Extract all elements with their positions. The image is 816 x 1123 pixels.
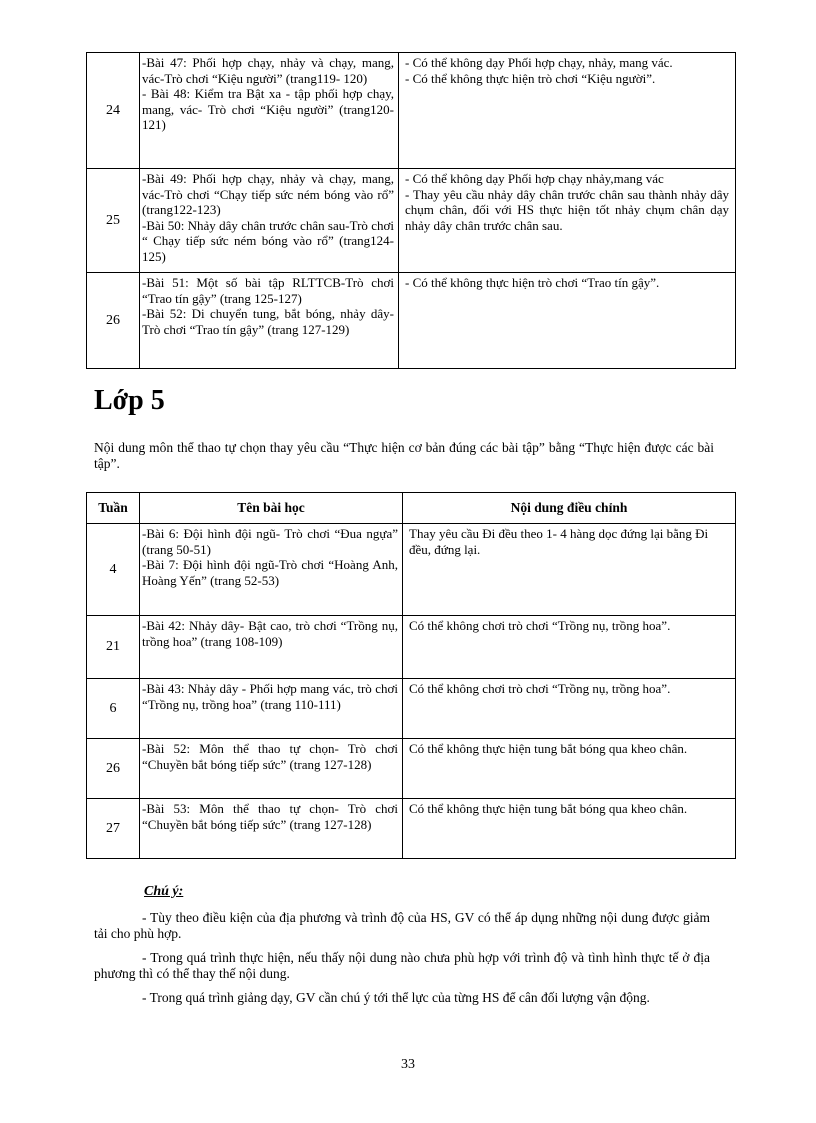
section-intro: Nội dung môn thể thao tự chọn thay yêu cầu “Thực hiện cơ bản đúng các bài tập” bằng “Thực hiện được các bài tập”. [94,440,714,471]
adjustment-cell [403,616,736,679]
week-cell: 25 [87,169,140,273]
lesson-cell [140,799,403,859]
page-number: 33 [401,1057,415,1072]
table-row [87,679,736,739]
lesson-item: -Bài 52: Môn thể thao tự chọn- Trò chơi “Chuyền bắt bóng tiếp sức” (trang 127-128) [142,741,398,772]
adjustment-cell [403,679,736,739]
adjustment-item: Có thể không thực hiện tung bắt bóng qua kheo chân. [409,801,688,816]
week-cell: 24 [87,53,140,169]
table-row [87,53,736,169]
section-heading: Lớp 5 [94,385,165,416]
adjustment-item: Có thể không chơi trò chơi “Trồng nụ, trồng hoa”. [409,618,671,633]
lesson-cell [140,169,399,273]
week-cell: 21 [87,616,140,679]
curriculum-table-grade4 [86,52,736,369]
adjustment-item: Thay yêu cầu Đi đều theo 1- 4 hàng dọc đứng lại bằng Đi đều, đứng lại. [409,526,709,557]
adjustment-cell [399,273,736,369]
lesson-item: -Bài 50: Nhảy dây chân trước chân sau-Trò chơi “ Chạy tiếp sức ném bóng vào rổ” (trang124-125) [142,217,394,264]
lesson-item: -Bài 47: Phối hợp chạy, nhảy và chạy, mang, vác-Trò chơi “Kiệu người” (trang119- 120) [142,55,394,86]
week-cell: 26 [87,739,140,799]
notes-title: Chú ý: [144,884,184,899]
lesson-item: -Bài 49: Phối hợp chạy, nhảy và chạy, mang, vác-Trò chơi “Chạy tiếp sức ném bóng vào rổ” (trang122-123) [142,171,394,217]
week-cell: 26 [87,273,140,369]
lesson-item: -Bài 6: Đội hình đội ngũ- Trò chơi “Đua ngựa” (trang 50-51) [142,526,398,557]
header-week: Tuần [87,493,140,524]
adjustment-cell [403,739,736,799]
note-paragraph: - Trong quá trình giảng dạy, GV cần chú ý tới thể lực của từng HS để cân đối lượng vận động. [142,990,650,1005]
week-cell: 6 [87,679,140,739]
table-row [87,799,736,859]
header-adjustment: Nội dung điều chỉnh [403,493,736,524]
adjustment-item: Có thể không chơi trò chơi “Trồng nụ, trồng hoa”. [409,681,671,696]
header-lesson: Tên bài học [140,493,403,524]
adjustment-cell [403,524,736,616]
lesson-cell [140,739,403,799]
adjustment-item: Có thể không thực hiện tung bắt bóng qua kheo chân. [409,741,688,756]
lesson-cell [140,679,403,739]
note-paragraph: - Trong quá trình thực hiện, nếu thấy nội dung nào chưa phù hợp với trình độ và tình hình thực tế ở địa phương thì có thể thay thế nội dung. [94,950,710,981]
adjustment-cell [399,53,736,169]
table-row [87,273,736,369]
lesson-item: -Bài 42: Nhảy dây- Bật cao, trò chơi “Trồng nụ, trồng hoa” (trang 108-109) [142,618,398,649]
note-paragraph: - Tùy theo điều kiện của địa phương và trình độ của HS, GV có thể áp dụng những nội dung được giảm tải cho phù hợp. [94,910,710,941]
lesson-item: -Bài 52: Di chuyển tung, bắt bóng, nhảy dây- Trò chơi “Trao tín gậy” (trang 127-129) [142,306,394,337]
table-header-row [87,493,736,524]
table-row [87,739,736,799]
lesson-cell [140,273,399,369]
adjustment-cell [399,169,736,273]
lesson-cell [140,616,403,679]
adjustment-item: - Thay yêu cầu nhảy dây chân trước chân sau thành nhảy dây chụm chân, đối với HS thực hiện tốt nhảy chụm chân dạy nhảy dây chân trước chân sau. [405,186,729,233]
lesson-item: -Bài 51: Một số bài tập RLTTCB-Trò chơi “Trao tín gậy” (trang 125-127) [142,275,394,306]
week-cell: 27 [87,799,140,859]
curriculum-table-grade5 [86,492,736,859]
adjustment-item: - Có thể không thực hiện trò chơi “Trao tín gậy”. [405,275,660,290]
lesson-item: - Bài 48: Kiểm tra Bật xa - tập phối hợp chạy, mang, vác- Trò chơi “Kiệu người” (trang120- 121) [142,86,394,132]
lesson-cell [140,524,403,616]
adjustment-item: - Có thể không thực hiện trò chơi “Kiệu người”. [405,70,656,86]
lesson-item: -Bài 43: Nhảy dây - Phối hợp mang vác, trò chơi “Trồng nụ, trồng hoa” (trang 110-111) [142,681,398,712]
adjustment-item: - Có thể không dạy Phối hợp chạy nhảy,mang vác [405,171,664,186]
lesson-item: -Bài 53: Môn thể thao tự chọn- Trò chơi “Chuyền bắt bóng tiếp sức” (trang 127-128) [142,801,398,832]
lesson-item: -Bài 7: Đội hình đội ngũ-Trò chơi “Hoàng Anh, Hoàng Yến” (trang 52-53) [142,557,398,588]
adjustment-cell [403,799,736,859]
week-cell: 4 [87,524,140,616]
table-row [87,524,736,616]
table-row [87,616,736,679]
table-row [87,169,736,273]
lesson-cell [140,53,399,169]
adjustment-item: - Có thể không dạy Phối hợp chạy, nhảy, mang vác. [405,55,673,70]
